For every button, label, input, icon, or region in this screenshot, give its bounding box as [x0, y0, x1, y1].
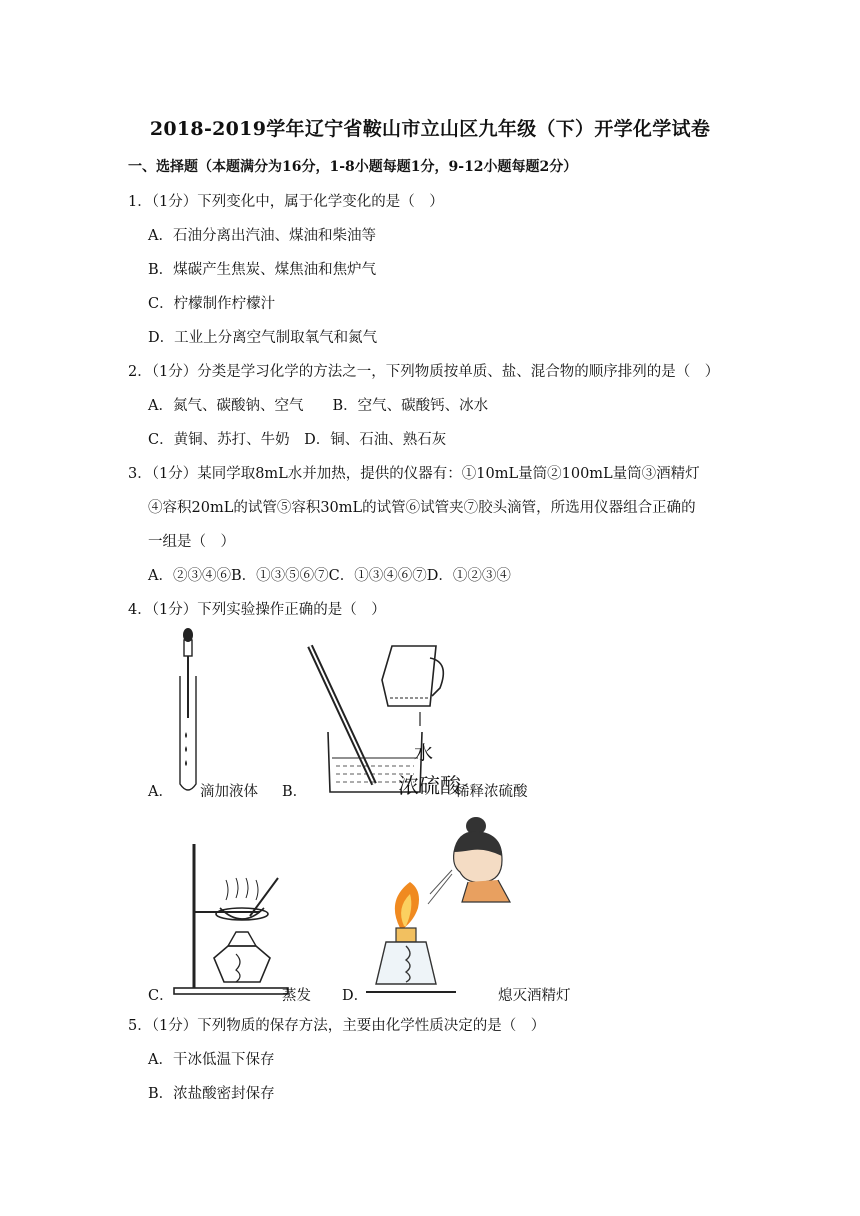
q4-option-a-letter: A． [148, 784, 173, 800]
q1-option-c: C．柠檬制作柠檬汁 [148, 296, 276, 312]
acid-label: 浓硫酸 [398, 774, 461, 798]
q4-option-b-caption: 稀释浓硫酸 [455, 784, 528, 800]
q3-stem-line3: 一组是（ ） [148, 534, 235, 550]
section-heading: 一、选择题（本题满分为16分，1-8小题每题1分，9-12小题每题2分） [128, 159, 578, 175]
q1-option-d: D．工业上分离空气制取氧气和氮气 [148, 330, 378, 346]
q4-option-c-letter: C． [148, 988, 174, 1004]
q4-stem: 4．（1分）下列实验操作正确的是（ ） [128, 602, 386, 618]
q2-stem: 2．（1分）分类是学习化学的方法之一，下列物质按单质、盐、混合物的顺序排列的是（ ） [128, 364, 720, 380]
q4-option-d-caption: 熄灭酒精灯 [498, 988, 571, 1004]
q5-stem: 5．（1分）下列物质的保存方法，主要由化学性质决定的是（ ） [128, 1018, 546, 1034]
page-title: 2018-2019学年辽宁省鞍山市立山区九年级（下）开学化学试卷 [149, 118, 711, 140]
water-label: 水 [414, 742, 434, 764]
q2-options-ab: A．氮气、碳酸钠、空气 B．空气、碳酸钙、冰水 [148, 398, 489, 414]
q4-option-d-letter: D． [342, 988, 369, 1004]
q5-option-a: A．干冰低温下保存 [148, 1052, 275, 1068]
q3-stem-line1: 3．（1分）某同学取8mL水并加热，提供的仪器有：①10mL量筒②100mL量筒③酒精灯 [128, 466, 700, 482]
q4-option-b-letter: B． [282, 784, 308, 800]
q5-option-b: B．浓盐酸密封保存 [148, 1086, 275, 1102]
q3-options: A．②③④⑥B．①③⑤⑥⑦C．①③④⑥⑦D．①②③④ [148, 568, 511, 584]
q1-option-b: B．煤碳产生焦炭、煤焦油和焦炉气 [148, 262, 377, 278]
evaporation-apparatus-figure [170, 836, 300, 1000]
q1-option-a: A．石油分离出汽油、煤油和柴油等 [148, 228, 376, 244]
q2-options-cd: C．黄铜、苏打、牛奶 D．铜、石油、熟石灰 [148, 432, 447, 448]
dropper-test-tube-figure [170, 626, 210, 798]
extinguish-lamp-figure [366, 812, 526, 1000]
q4-option-a-caption: 滴加液体 [200, 784, 258, 800]
q1-stem: 1．（1分）下列变化中，属于化学变化的是（ ） [128, 194, 444, 210]
q4-option-c-caption: 蒸发 [282, 988, 311, 1004]
q3-stem-line2: ④容积20mL的试管⑤容积30mL的试管⑥试管夹⑦胶头滴管，所选用仪器组合正确的 [148, 500, 696, 516]
